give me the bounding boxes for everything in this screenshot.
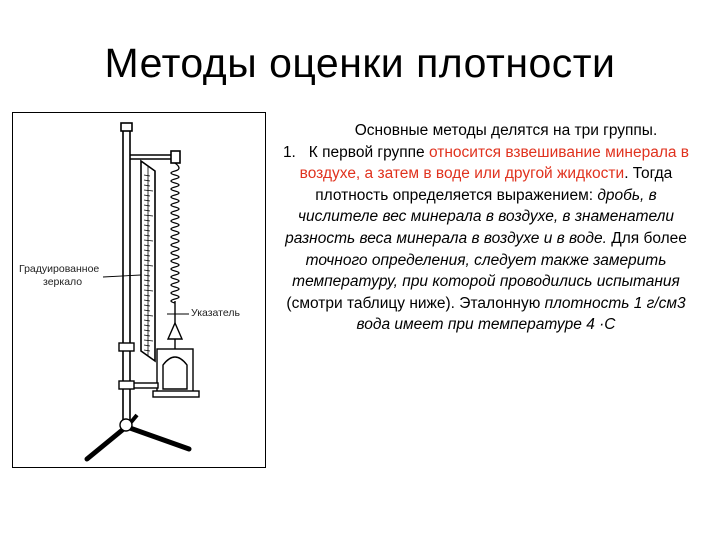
pointer-label: Указатель — [191, 307, 240, 319]
intro-line: Основные методы делятся на три группы. — [354, 122, 658, 139]
item-number: 1. — [282, 143, 296, 161]
item-1: 1. К первой группе относится взвешивание минерала в воздухе, а затем в воде или другой жидкости. Тогда плотность определяется выражением: дробь, в числителе вес минерала в воздухе, в знаменатели разность веса минерала в воздухе и в воде. Для более точного определения, следует также замерить температуру, при которой проводились испытания (смотри таблицу ниже). Эталонную плотность 1 г/см3 вода имеет при температуре 4 ·С — [282, 143, 690, 334]
mirror-label-line1: Градуированное — [19, 263, 100, 275]
slide-title: Методы оценки плотности — [104, 40, 616, 86]
spring — [171, 163, 179, 303]
mirror-label-line2: зеркало — [43, 276, 83, 288]
jolly-balance-drawing — [13, 113, 267, 469]
highlight-weighing: относится взвешивание минерала в воздухе, а затем в воде или другой жидкости — [299, 143, 690, 183]
pointer — [168, 323, 182, 339]
apparatus-figure — [12, 112, 266, 468]
method-description — [276, 120, 696, 336]
